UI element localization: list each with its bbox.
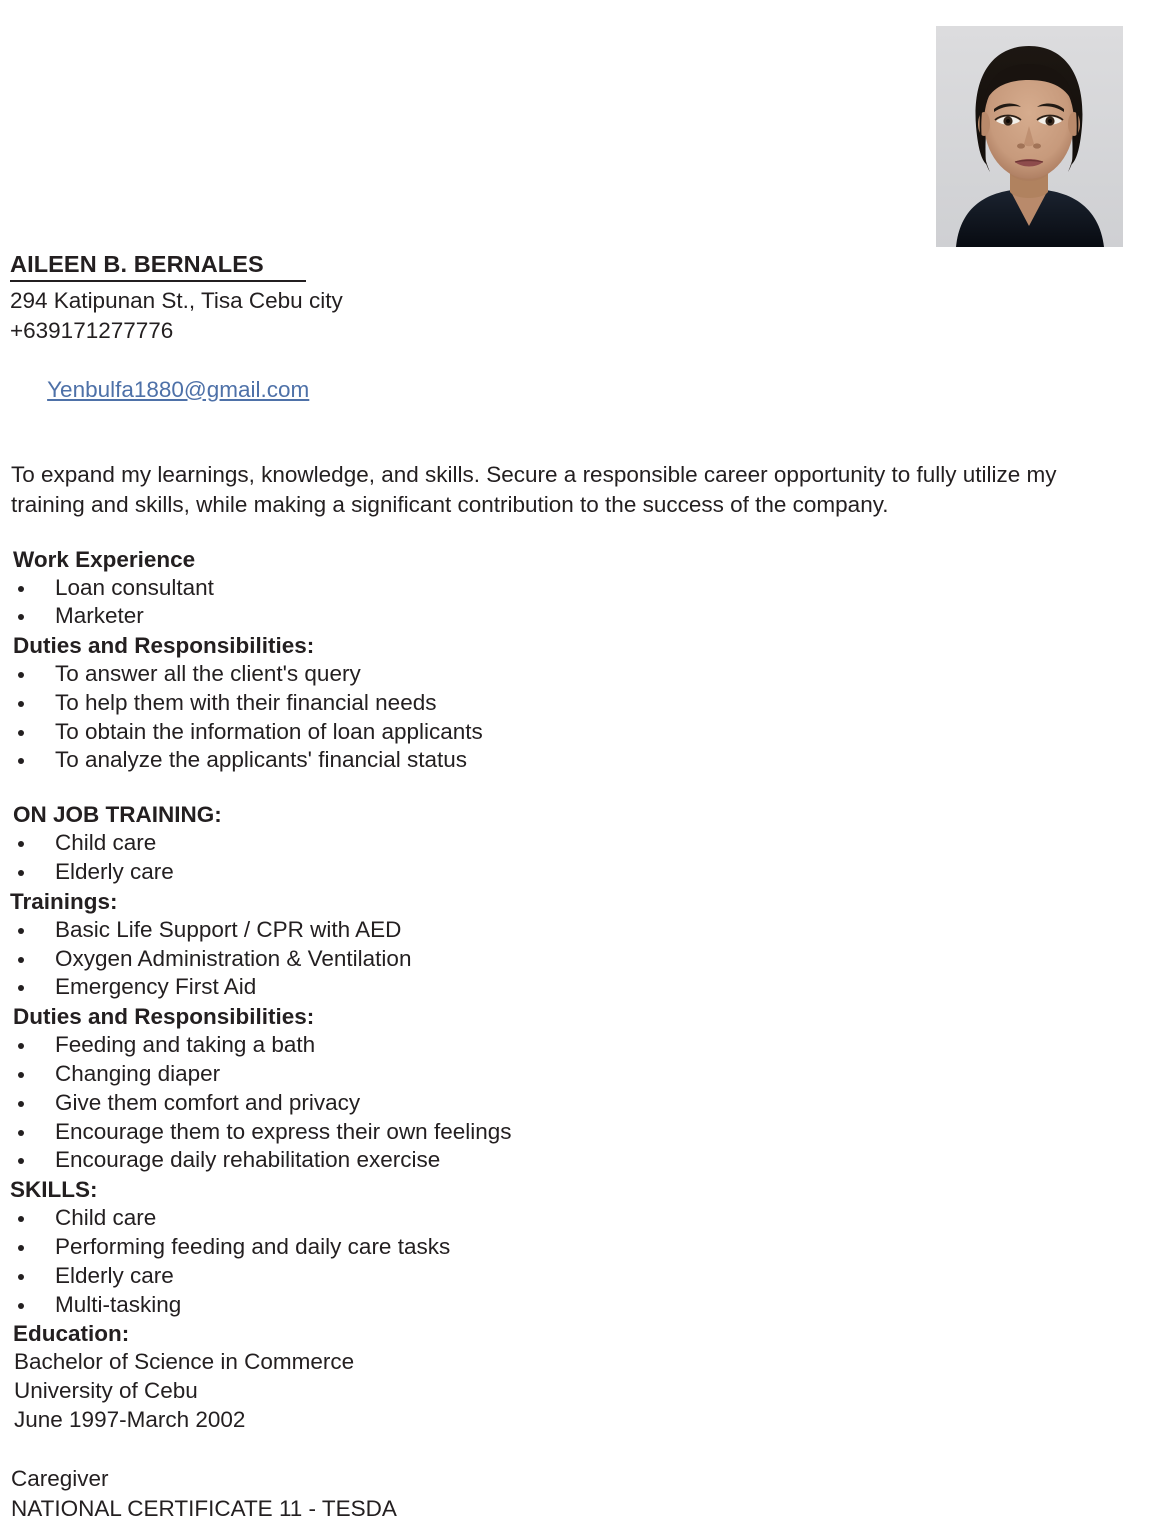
section-trainings <box>0 887 1150 1002</box>
section-on-job-training <box>0 800 1150 887</box>
section-education <box>0 1319 1150 1434</box>
list-item: Feeding and taking a bath <box>0 1031 1150 1060</box>
list-item: Loan consultant <box>0 574 1150 603</box>
education-heading: Education: <box>13 1321 130 1347</box>
list-item: Give them comfort and privacy <box>0 1089 1150 1118</box>
section-skills <box>0 1175 1150 1319</box>
career-objective: To expand my learnings, knowledge, and skills. Secure a responsible career opportunity to fully utilize my training and skills, while making a significant contribution to the success of the company. <box>11 461 1057 517</box>
ojt-duties-list <box>0 1031 1150 1175</box>
phone-line: +639171277776 <box>10 317 174 343</box>
list-item: Encourage daily rehabilitation exercise <box>0 1146 1150 1175</box>
list-item: To analyze the applicants' financial status <box>0 746 1150 775</box>
list-item: Encourage them to express their own feelings <box>0 1118 1150 1147</box>
ojt-duties-heading: Duties and Responsibilities: <box>13 1004 315 1030</box>
list-item: Changing diaper <box>0 1060 1150 1089</box>
section-certification <box>0 1464 1150 1524</box>
list-item: To help them with their financial needs <box>0 689 1150 718</box>
list-item: To answer all the client's query <box>0 660 1150 689</box>
list-item: Elderly care <box>0 858 1150 887</box>
list-item: Marketer <box>0 602 1150 631</box>
contact-block <box>10 286 1150 434</box>
on-job-training-heading: ON JOB TRAINING: <box>13 802 222 828</box>
list-item: Elderly care <box>0 1262 1150 1291</box>
section-work-experience <box>0 545 1150 776</box>
list-item: Basic Life Support / CPR with AED <box>0 916 1150 945</box>
list-item: Multi-tasking <box>0 1291 1150 1320</box>
work-experience-heading: Work Experience <box>13 546 196 572</box>
applicant-name: AILEEN B. BERNALES <box>10 250 306 282</box>
work-experience-list <box>0 574 1150 632</box>
list-item: Child care <box>0 829 1150 858</box>
work-duties-heading: Duties and Responsibilities: <box>13 633 315 659</box>
education-dates: June 1997-March 2002 <box>14 1407 246 1433</box>
certification-role: Caregiver <box>11 1465 109 1491</box>
name-heading-wrap <box>0 250 1150 282</box>
on-job-training-list <box>0 829 1150 887</box>
education-degree: Bachelor of Science in Commerce <box>14 1349 355 1375</box>
list-item: Oxygen Administration & Ventilation <box>0 945 1150 974</box>
trainings-list <box>0 916 1150 1002</box>
skills-heading: SKILLS: <box>10 1177 98 1203</box>
list-item: Emergency First Aid <box>0 973 1150 1002</box>
list-item: To obtain the information of loan applicants <box>0 718 1150 747</box>
skills-list <box>0 1204 1150 1319</box>
list-item: Performing feeding and daily care tasks <box>0 1233 1150 1262</box>
education-school: University of Cebu <box>14 1378 198 1404</box>
trainings-heading: Trainings: <box>10 888 118 914</box>
list-item: Child care <box>0 1204 1150 1233</box>
section-ojt-duties <box>0 1002 1150 1175</box>
address-line: 294 Katipunan St., Tisa Cebu city <box>10 288 343 313</box>
certification-title: NATIONAL CERTIFICATE 11 - TESDA <box>11 1495 397 1521</box>
work-duties-list <box>0 660 1150 775</box>
email-link[interactable]: Yenbulfa1880@gmail.com <box>47 376 310 402</box>
